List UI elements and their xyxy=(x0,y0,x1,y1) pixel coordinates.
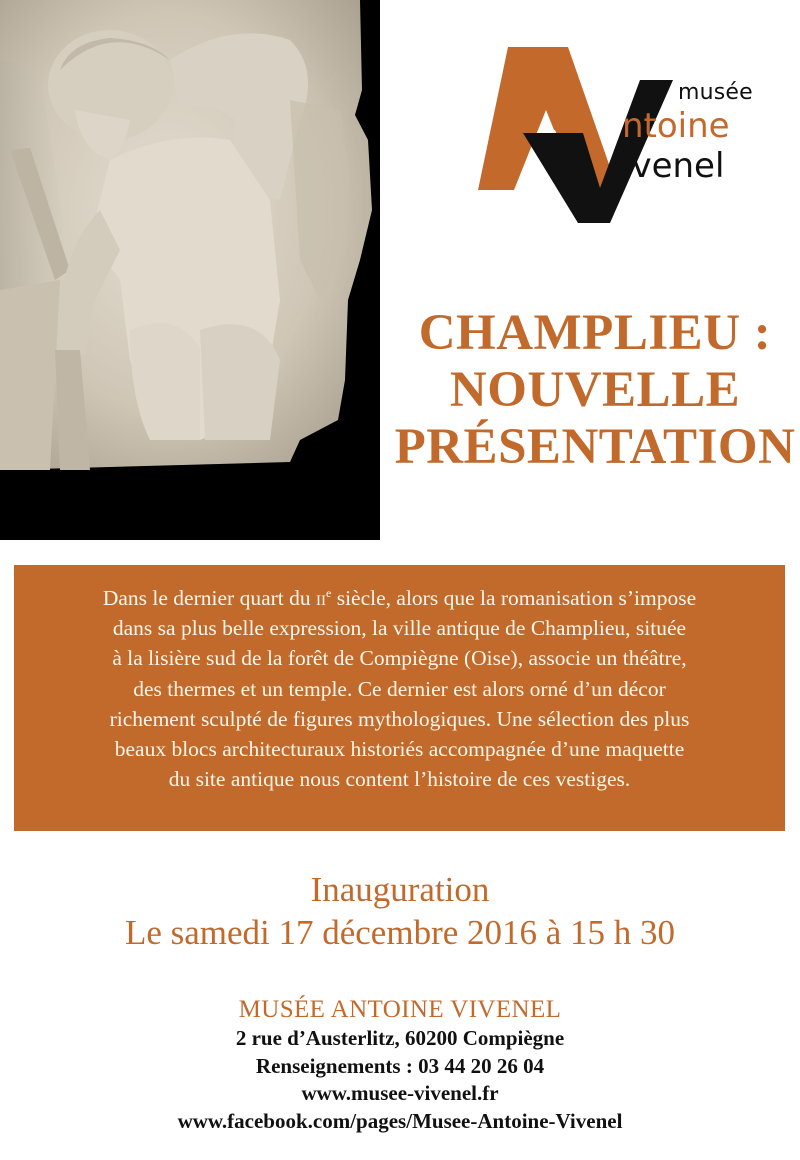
title-line: CHAMPLIEU : xyxy=(418,305,772,361)
relief-sculpture-image xyxy=(0,0,380,540)
venue-address: 2 rue d’Austerlitz, 60200 Compiègne xyxy=(235,1026,565,1050)
description-line: à la lisière sud de la forêt de Compiègne (Oise), associe un théâtre, xyxy=(112,646,687,671)
event-section xyxy=(0,870,800,956)
description-text: Dans le dernier quart du xyxy=(102,586,316,610)
title-line: PRÉSENTATION xyxy=(394,419,796,475)
event-date: Le samedi 17 décembre 2016 à 15 h 30 xyxy=(124,913,676,952)
logo-musee-text: musée xyxy=(678,80,753,105)
description-box xyxy=(14,565,785,831)
title-line: NOUVELLE xyxy=(449,362,741,418)
description-line xyxy=(24,583,775,613)
event-title: Inauguration xyxy=(310,870,490,909)
facebook-link[interactable]: www.facebook.com/pages/Musee-Antoine-Vivenel xyxy=(177,1108,623,1133)
museum-logo xyxy=(470,40,780,240)
century-superscript: e xyxy=(326,586,332,600)
description-line: du site antique nous content l’histoire de ces vestiges. xyxy=(168,767,631,792)
venue-name: MUSÉE ANTOINE VIVENEL xyxy=(238,996,562,1023)
description-line: dans sa plus belle expression, la ville antique de Champlieu, située xyxy=(112,616,687,641)
description-line: des thermes et un temple. Ce dernier est alors orné d’un décor xyxy=(133,676,666,701)
sculpture-photo xyxy=(0,0,380,540)
venue-section xyxy=(0,995,800,1135)
logo-vivenel-text: ivenel xyxy=(622,146,725,186)
century-numeral: ii xyxy=(316,586,326,610)
description-line: richement sculpté de figures mythologiques. Une sélection des plus xyxy=(109,706,690,731)
page-title xyxy=(390,305,800,476)
website-link[interactable]: www.musee-vivenel.fr xyxy=(301,1081,499,1105)
description-text: siècle, alors que la romanisation s’impose xyxy=(331,586,697,610)
venue-phone: Renseignements : 03 44 20 26 04 xyxy=(255,1053,545,1078)
logo-antoine-text: ntoine xyxy=(622,106,730,146)
description-line: beaux blocs architecturaux historiés accompagnée d’une maquette xyxy=(114,737,685,762)
